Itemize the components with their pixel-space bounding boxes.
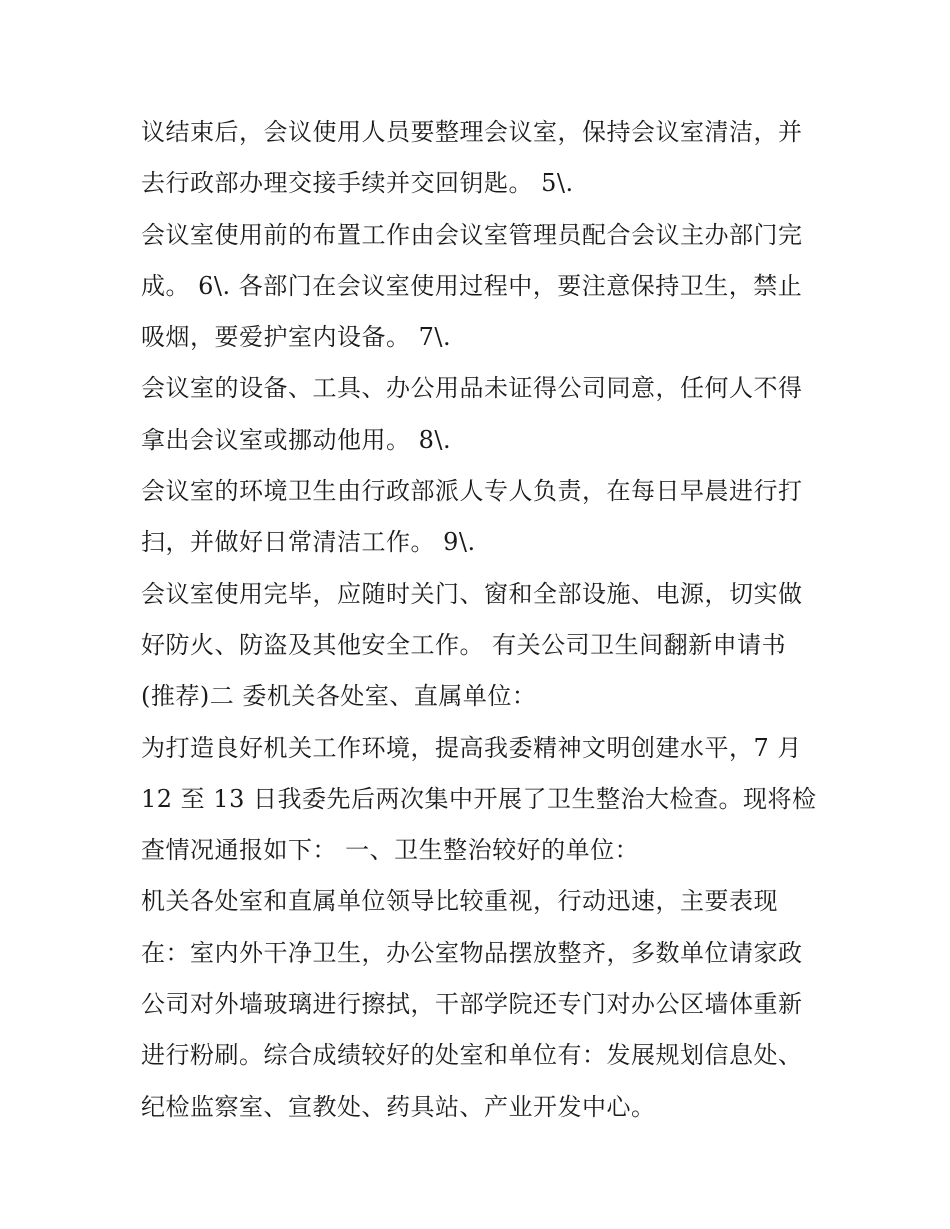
text-line: 为打造良好机关工作环境，提高我委精神文明创建水平，7 月 [141, 733, 802, 762]
text-line: 纪检监察室、宣教处、药具站、产业开发中心。 [141, 1092, 656, 1121]
text-line: 12 至 13 日我委先后两次集中开展了卫生整治大检查。现将检 [141, 784, 817, 813]
text-line: 进行粉刷。综合成绩较好的处室和单位有：发展规划信息处、 [141, 1041, 803, 1070]
text-line: 会议室使用完毕，应随时关门、窗和全部设施、电源，切实做 [141, 579, 803, 608]
text-line: 会议室使用前的布置工作由会议室管理员配合会议主办部门完 [141, 220, 803, 249]
text-line: 查情况通报如下： 一、卫生整治较好的单位： [141, 836, 640, 865]
text-line: 会议室的环境卫生由行政部派人专人负责，在每日早晨进行打 [141, 477, 803, 506]
text-line: 议结束后，会议使用人员要整理会议室，保持会议室清洁，并 [141, 118, 803, 146]
text-line: 吸烟，要爱护室内设备。 7\. [141, 323, 452, 352]
text-line: 好防火、防盗及其他安全工作。 有关公司卫生间翻新申请书 [141, 630, 787, 659]
text-line: 成。 6\. 各部门在会议室使用过程中，要注意保持卫生，禁止 [141, 271, 803, 300]
text-line: 去行政部办理交接手续并交回钥匙。 5\. [141, 169, 574, 198]
text-line: 公司对外墙玻璃进行擦拭，干部学院还专门对办公区墙体重新 [141, 990, 803, 1019]
text-line: 在：室内外干净卫生，办公室物品摆放整齐，多数单位请家政 [141, 938, 803, 967]
text-line: 机关各处室和直属单位领导比较重视，行动迅速，主要表现 [141, 887, 778, 916]
document-body [141, 107, 821, 1133]
text-line: 扫，并做好日常清洁工作。 9\. [141, 528, 476, 557]
text-line: (推荐)二 委机关各处室、直属单位： [141, 682, 537, 711]
text-line: 会议室的设备、工具、办公用品未证得公司同意，任何人不得 [141, 374, 803, 403]
text-line: 拿出会议室或挪动他用。 8\. [141, 425, 452, 454]
